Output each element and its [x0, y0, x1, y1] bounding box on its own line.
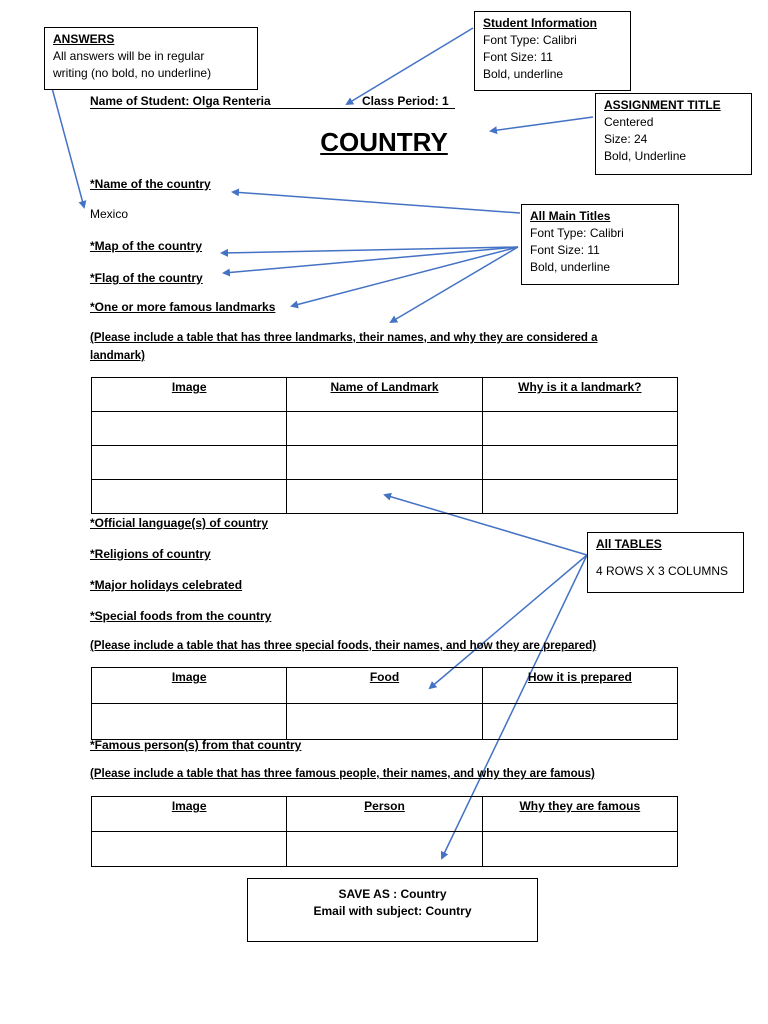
table-row: [92, 668, 678, 704]
section-foods: *Special foods from the country: [90, 609, 272, 623]
main-titles-note-line: Bold, underline: [530, 260, 611, 275]
table-header: Name of Landmark: [287, 378, 482, 412]
table-row: [92, 378, 678, 412]
assignment-title-note-heading: ASSIGNMENT TITLE: [604, 98, 721, 112]
tables-note-line: 4 ROWS X 3 COLUMNS: [596, 563, 729, 578]
assignment-title-note-line: Centered: [604, 114, 654, 129]
landmarks-instruction: (Please include a table that has three landmarks, their names, and why they are considered a: [90, 332, 598, 344]
section-name-of-country: *Name of the country: [90, 177, 211, 191]
landmark-table: [91, 377, 678, 514]
assignment-title-note-line: Bold, Underline: [604, 149, 687, 164]
table-cell[interactable]: [92, 412, 287, 446]
student-underline: [90, 108, 455, 109]
section-map: *Map of the country: [90, 239, 203, 253]
table-cell[interactable]: [92, 480, 287, 514]
main-titles-note: [521, 204, 679, 285]
table-header: Image: [92, 378, 287, 412]
tables-note: [587, 532, 744, 593]
table-cell[interactable]: [482, 480, 677, 514]
arrow-student-info: [347, 28, 473, 104]
student-info-note-heading: Student Information: [483, 16, 597, 30]
section-holidays: *Major holidays celebrated: [90, 578, 243, 592]
persons-instruction: (Please include a table that has three famous people, their names, and why they are famous): [90, 768, 595, 780]
section-famous-persons: *Famous person(s) from that country: [90, 738, 302, 752]
table-header: Image: [92, 668, 287, 704]
page-title: COUNTRY: [320, 127, 448, 157]
table-cell[interactable]: [287, 480, 482, 514]
student-info-note-line: Bold, underline: [483, 67, 564, 82]
landmarks-instruction: landmark): [90, 350, 145, 362]
table-row: [92, 832, 678, 867]
tables-note-heading: All TABLES: [596, 537, 662, 551]
section-religions: *Religions of country: [90, 547, 211, 561]
food-table: [91, 667, 678, 740]
table-header: Person: [287, 797, 482, 832]
arrow-main-title-flag: [224, 247, 518, 273]
answers-note-line: writing (no bold, no underline): [53, 65, 212, 80]
answers-note: [44, 27, 258, 90]
main-titles-note-heading: All Main Titles: [530, 209, 611, 223]
student-info-note-line: Font Size: 11: [483, 49, 553, 64]
table-cell[interactable]: [482, 412, 677, 446]
email-subject-line: Email with subject: Country: [313, 903, 472, 918]
table-cell[interactable]: [287, 832, 482, 867]
student-info-note: [474, 11, 631, 91]
table-cell[interactable]: [92, 446, 287, 480]
table-row: [92, 704, 678, 740]
table-header: Image: [92, 797, 287, 832]
section-languages: *Official language(s) of country: [90, 516, 269, 530]
arrow-main-title-instruction: [391, 247, 518, 322]
table-row: [92, 480, 678, 514]
main-titles-note-line: Font Size: 11: [530, 242, 600, 257]
save-as-box: [247, 878, 538, 942]
person-table: [91, 796, 678, 867]
table-row: [92, 446, 678, 480]
assignment-title-note: [595, 93, 752, 175]
main-titles-note-line: Font Type: Calibri: [530, 225, 624, 240]
arrow-main-title-name: [233, 192, 520, 213]
table-cell[interactable]: [287, 446, 482, 480]
class-period: Class Period: 1: [362, 94, 449, 108]
table-header: Food: [287, 668, 482, 704]
section-landmarks: *One or more famous landmarks: [90, 300, 276, 314]
answers-note-heading: ANSWERS: [53, 32, 115, 46]
student-info-note-line: Font Type: Calibri: [483, 32, 577, 47]
table-row: [92, 797, 678, 832]
assignment-title-note-line: Size: 24: [604, 131, 648, 146]
table-cell[interactable]: [287, 412, 482, 446]
arrow-main-title-landmarks: [292, 247, 518, 306]
table-header: How it is prepared: [482, 668, 677, 704]
table-cell[interactable]: [482, 446, 677, 480]
save-as-line: SAVE AS : Country: [338, 887, 447, 901]
table-cell[interactable]: [482, 832, 677, 867]
table-cell[interactable]: [92, 832, 287, 867]
table-cell[interactable]: [287, 704, 482, 740]
table-header: Why they are famous: [482, 797, 677, 832]
section-flag: *Flag of the country: [90, 271, 203, 285]
answers-note-line: All answers will be in regular: [53, 48, 205, 63]
table-cell[interactable]: [482, 704, 677, 740]
table-cell[interactable]: [92, 704, 287, 740]
arrow-main-title-map: [222, 247, 518, 253]
foods-instruction: (Please include a table that has three special foods, their names, and how they are prepared): [90, 640, 597, 652]
table-header: Why is it a landmark?: [482, 378, 677, 412]
student-name: Name of Student: Olga Renteria: [90, 94, 271, 108]
country-answer: Mexico: [90, 207, 129, 221]
table-row: [92, 412, 678, 446]
arrow-answers: [52, 88, 84, 207]
